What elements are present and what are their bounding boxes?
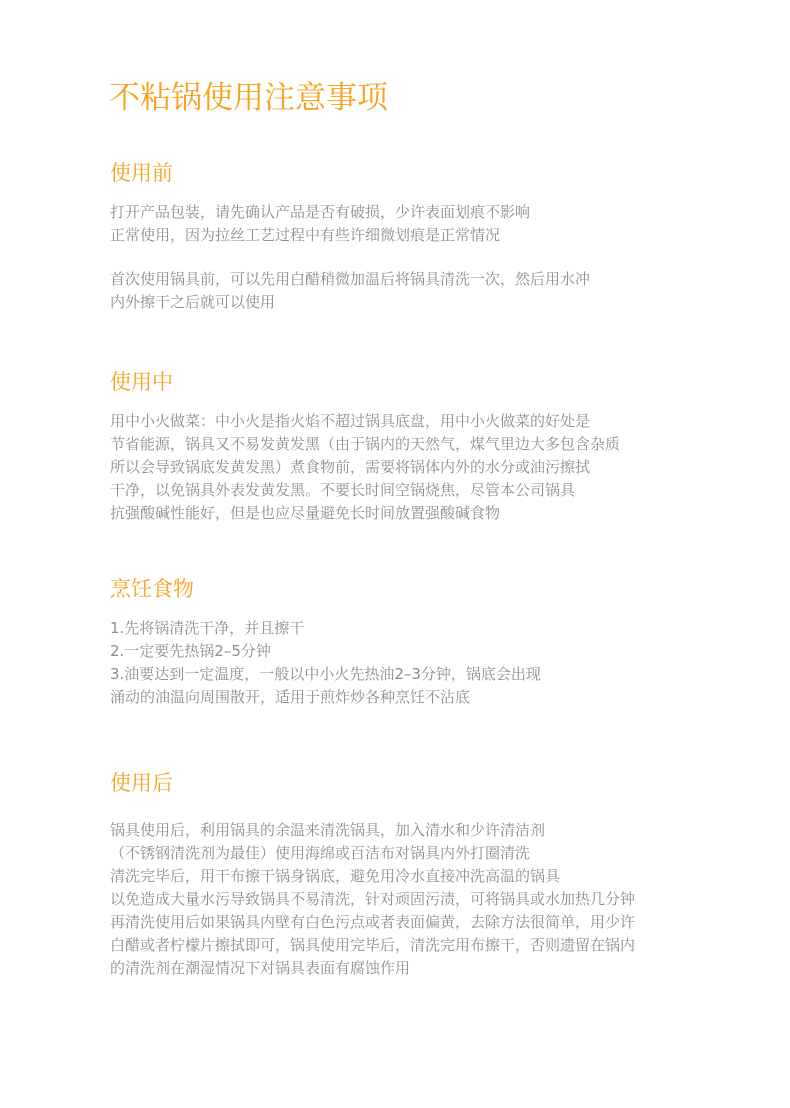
- paragraph: [110, 819, 770, 980]
- text-line: 内外擦干之后就可以使用: [110, 293, 276, 311]
- text-line: 首次使用锅具前，可以先用白醋稍微加温后将锅具清洗一次，然后用水冲: [110, 270, 591, 288]
- section-heading-before-use: 使用前: [110, 161, 173, 185]
- text-line: 所以会导致锅底发黄发黑）煮食物前，需要将锅体内外的水分或油污擦拭: [110, 458, 591, 476]
- text-line: 2.一定要先热锅2–5分钟: [110, 642, 271, 660]
- text-line: 3.油要达到一定温度，一般以中小火先热油2–3分钟，锅底会出现: [110, 665, 541, 683]
- section-before-use: [110, 158, 770, 314]
- text-line: 1.先将锅清洗干净，并且擦干: [110, 619, 305, 637]
- paragraph: [110, 268, 770, 314]
- section-heading-cooking-food: 烹饪食物: [110, 577, 194, 601]
- page-title: 不粘锅使用注意事项: [109, 80, 388, 116]
- text-line: 干净，以免锅具外表发黄发黑。不要长时间空锅烧焦，尽管本公司锅具: [110, 481, 576, 499]
- paragraph: [110, 410, 770, 525]
- text-line: 打开产品包装，请先确认产品是否有破损，少许表面划痕不影响: [110, 203, 531, 221]
- text-line: 锅具使用后，利用锅具的余温来清洗锅具，加入清水和少许清洁剂: [110, 821, 546, 839]
- text-line: 清洗完毕后，用干布擦干锅身锅底，避免用冷水直接冲洗高温的锅具: [110, 867, 561, 885]
- section-heading-after-use: 使用后: [110, 771, 173, 795]
- paragraph: [110, 617, 770, 709]
- text-line: 再清洗使用后如果锅具内壁有白色污点或者表面偏黄，去除方法很简单，用少许: [110, 913, 636, 931]
- section-during-use: [110, 367, 770, 525]
- text-line: 的清洗剂在潮湿情况下对锅具表面有腐蚀作用: [110, 959, 411, 977]
- text-line: 正常使用，因为拉丝工艺过程中有些许细微划痕是正常情况: [110, 226, 501, 244]
- text-line: 涌动的油温向周围散开，适用于煎炸炒各种烹饪不沾底: [110, 688, 471, 706]
- section-heading-during-use: 使用中: [110, 370, 173, 394]
- text-line: 以免造成大量水污导致锅具不易清洗，针对顽固污渍，可将锅具或水加热几分钟: [110, 890, 636, 908]
- text-line: 用中小火做菜：中小火是指火焰不超过锅具底盘，用中小火做菜的好处是: [110, 412, 591, 430]
- text-line: 抗强酸碱性能好，但是也应尽量避免长时间放置强酸碱食物: [110, 504, 501, 522]
- section-after-use: [110, 768, 770, 980]
- text-line: 白醋或者柠檬片擦拭即可，锅具使用完毕后，清洗完用布擦干，否则遗留在锅内: [110, 936, 636, 954]
- section-cooking-food: [110, 574, 770, 709]
- text-line: （不锈钢清洗剂为最佳）使用海绵或百洁布对锅具内外打圈清洗: [110, 844, 531, 862]
- text-line: 节省能源，锅具又不易发黄发黑（由于锅内的天然气，煤气里边大多包含杂质: [110, 435, 621, 453]
- paragraph: [110, 201, 770, 247]
